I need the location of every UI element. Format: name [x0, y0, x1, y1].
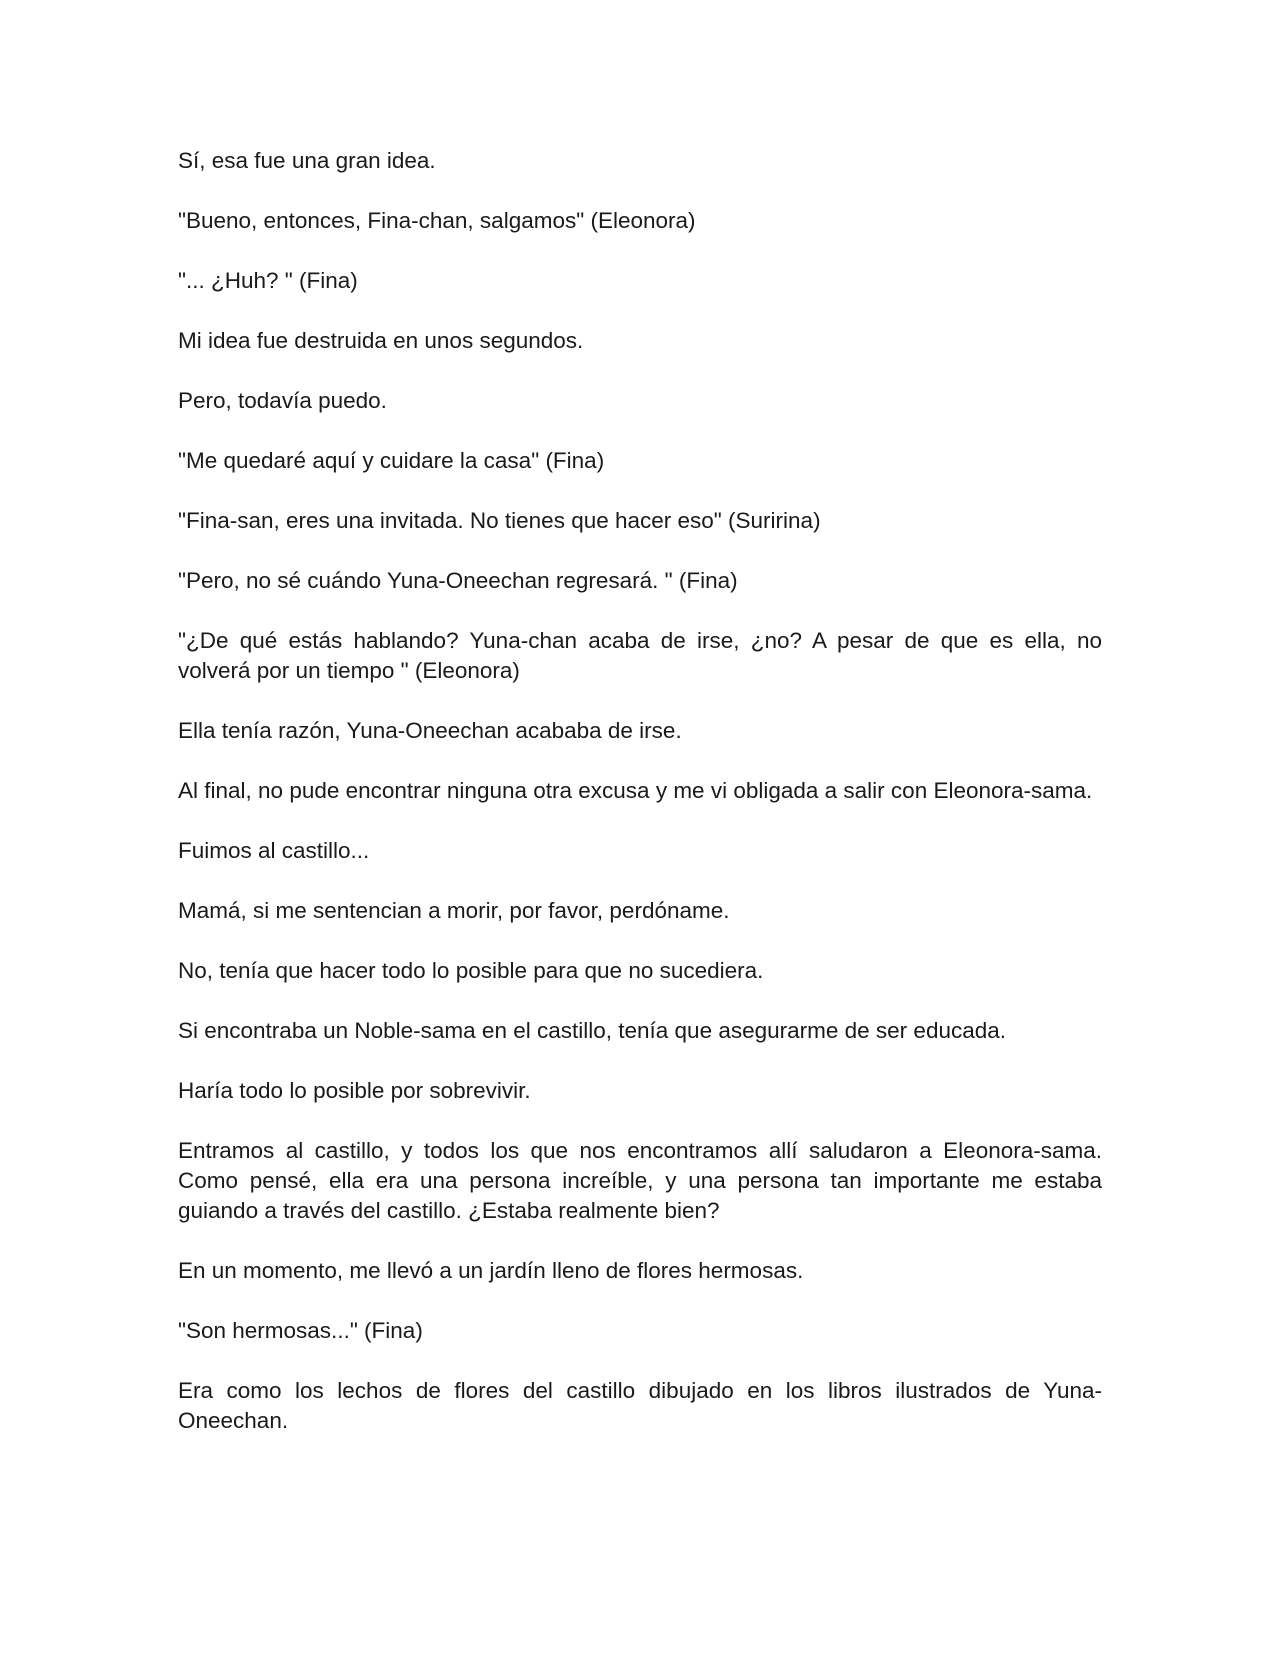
paragraph-3: "... ¿Huh? " (Fina) — [178, 268, 358, 293]
paragraph-15: Si encontraba un Noble-sama en el castillo, tenía que asegurarme de ser educada. — [178, 1018, 1007, 1043]
paragraph-18: En un momento, me llevó a un jardín lleno de flores hermosas. — [178, 1258, 804, 1283]
paragraph-13: Mamá, si me sentencian a morir, por favor, perdóname. — [178, 898, 730, 923]
paragraph-10: Ella tenía razón, Yuna-Oneechan acababa de irse. — [178, 718, 682, 743]
paragraph-17: Entramos al castillo, y todos los que nos encontramos allí saludaron a Eleonora-sama. Como pensé, ella era una persona increíble, y una persona tan importante me estaba guiando a través del castillo. ¿Estaba realmente bien? — [178, 1138, 1102, 1223]
paragraph-8: "Pero, no sé cuándo Yuna-Oneechan regresará. " (Fina) — [178, 568, 738, 593]
paragraph-9: "¿De qué estás hablando? Yuna-chan acaba de irse, ¿no? A pesar de que es ella, no volverá por un tiempo " (Eleonora) — [178, 628, 1102, 683]
paragraph-7: "Fina-san, eres una invitada. No tienes que hacer eso" (Suririna) — [178, 508, 821, 533]
paragraph-14: No, tenía que hacer todo lo posible para que no sucediera. — [178, 958, 764, 983]
paragraph-1: Sí, esa fue una gran idea. — [178, 148, 436, 173]
paragraph-5: Pero, todavía puedo. — [178, 388, 387, 413]
document-page — [178, 146, 1102, 1466]
paragraph-4: Mi idea fue destruida en unos segundos. — [178, 328, 584, 353]
paragraph-20: Era como los lechos de flores del castillo dibujado en los libros ilustrados de Yuna-Oneechan. — [178, 1378, 1102, 1433]
paragraph-16: Haría todo lo posible por sobrevivir. — [178, 1078, 531, 1103]
paragraph-12: Fuimos al castillo... — [178, 838, 370, 863]
paragraph-2: "Bueno, entonces, Fina-chan, salgamos" (Eleonora) — [178, 208, 696, 233]
paragraph-11: Al final, no pude encontrar ninguna otra excusa y me vi obligada a salir con Eleonora-sama. — [178, 778, 1093, 803]
paragraph-6: "Me quedaré aquí y cuidare la casa" (Fina) — [178, 448, 605, 473]
paragraph-19: "Son hermosas..." (Fina) — [178, 1318, 423, 1343]
